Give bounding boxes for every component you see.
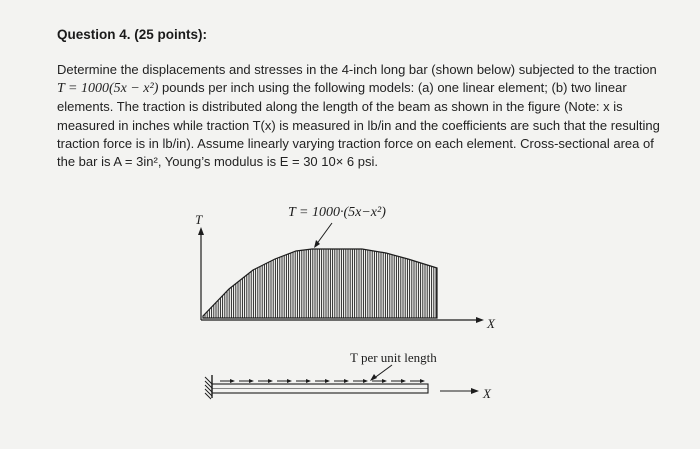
traction-arrow-head [382, 379, 387, 383]
figure-caption: T per unit length [350, 350, 437, 365]
fixed-wall [205, 375, 212, 399]
traction-arrow-head [287, 379, 292, 383]
body-line-5: traction force is in lb/in). Assume linearly varying traction force on each element. Cross-sectional area of [57, 135, 654, 151]
traction-arrow-head [268, 379, 273, 383]
traction-arrow-head [363, 379, 368, 383]
traction-arrow-head [344, 379, 349, 383]
question-title: Question 4. (25 points): [57, 27, 208, 42]
traction-arrow-head [401, 379, 406, 383]
body-line-3: elements. The traction is distributed along the length of the beam as shown in the figure (Note: x is [57, 99, 623, 115]
body-line-6: the bar is A = 3in², Young’s modulus is E = 30 10× 6 psi. [57, 154, 379, 170]
x-axis-label: X [487, 316, 495, 331]
traction-arrow-head [306, 379, 311, 383]
bar-x-axis-arrowhead [471, 388, 479, 394]
distributed-load-hatching [205, 249, 436, 318]
traction-arrow-head [249, 379, 254, 383]
caption-pointer-head [370, 374, 377, 381]
body-line-4: measured in inches while traction T(x) is measured in lb/in and the coefficients are such that the resulting [57, 117, 660, 133]
bar-x-axis-label: X [483, 386, 491, 401]
t-axis-arrowhead [198, 227, 204, 235]
body-line-1: Determine the displacements and stresses in the 4-inch long bar (shown below) subjected to the traction [57, 62, 657, 77]
traction-formula: T = 1000(5x − x²) [57, 81, 159, 97]
t-axis-label: T [195, 212, 203, 227]
traction-arrow-head [325, 379, 330, 383]
label-pointer-arrow [316, 223, 332, 245]
body-line-2-text: pounds per inch using the following models: (a) one linear element; (b) two linear [158, 80, 627, 96]
traction-arrows [220, 379, 425, 383]
x-axis-arrowhead [476, 317, 484, 323]
figure-formula-label: T = 1000·(5x−x²) [288, 205, 386, 220]
traction-arrow-head [420, 379, 425, 383]
traction-arrow-head [230, 379, 235, 383]
